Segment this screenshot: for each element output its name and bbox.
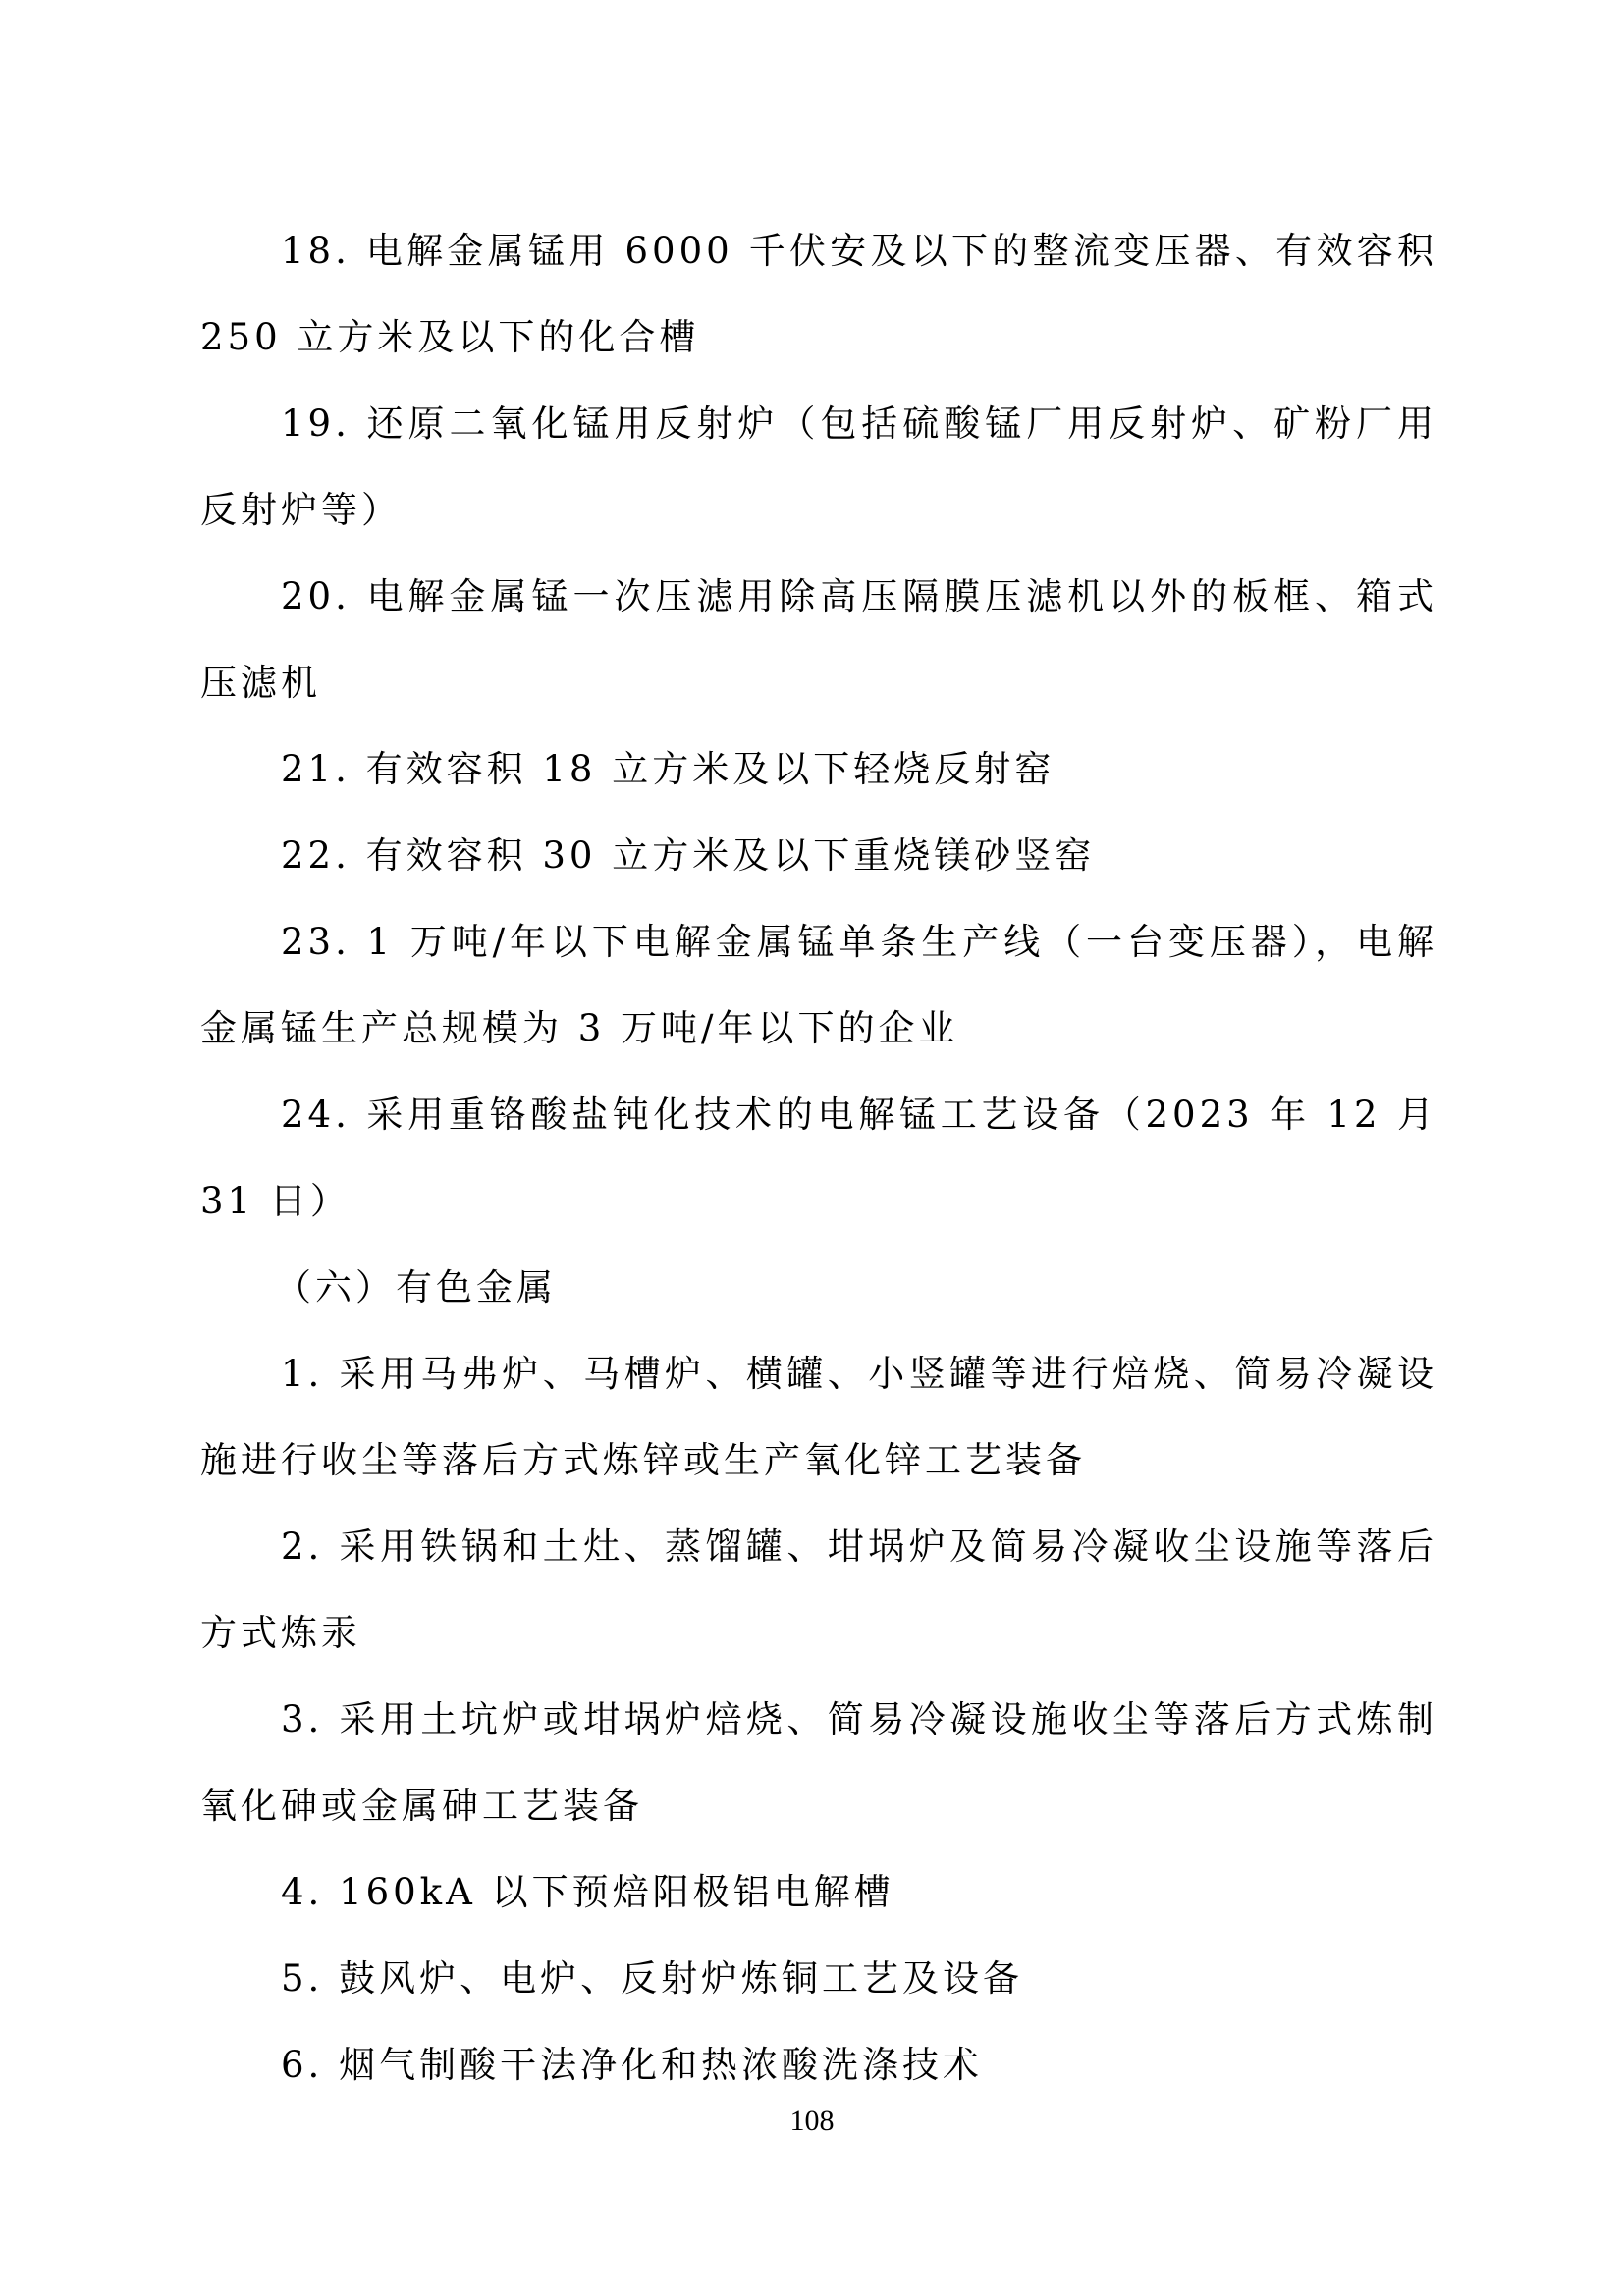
list-item-22: 22. 有效容积 30 立方米及以下重烧镁砂竖窑 [281,834,1096,877]
document-body [200,208,1437,2109]
page-number: 108 [789,2105,835,2137]
section-heading-nonferrous-metals: （六）有色金属 [275,1266,557,1308]
list-item-3: 3. 采用土坑炉或坩埚炉焙烧、简易冷凝设施收尘等落后方式炼制氧化砷或金属砷工艺装备 [200,1698,1437,1827]
list-item-18: 18. 电解金属锰用 6000 千伏安及以下的整流变压器、有效容积 250 立方米及以下的化合槽 [200,230,1437,358]
list-item-2: 2. 采用铁锅和土灶、蒸馏罐、坩埚炉及简易冷凝收尘设施等落后方式炼汞 [200,1525,1437,1654]
list-item-24: 24. 采用重铬酸盐钝化技术的电解锰工艺设备（2023 年 12 月 31 日） [200,1094,1437,1222]
list-item-4: 4. 160kA 以下预焙阳极铝电解槽 [281,1871,894,1913]
list-item-6: 6. 烟气制酸干法净化和热浓酸洗涤技术 [281,2044,984,2086]
list-item-20: 20. 电解金属锰一次压滤用除高压隔膜压滤机以外的板框、箱式压滤机 [200,575,1437,704]
list-item-21: 21. 有效容积 18 立方米及以下轻烧反射窑 [281,748,1056,790]
list-item-1: 1. 采用马弗炉、马槽炉、横罐、小竖罐等进行焙烧、简易冷凝设施进行收尘等落后方式炼锌或生产氧化锌工艺装备 [200,1353,1437,1481]
list-item-23: 23. 1 万吨/年以下电解金属锰单条生产线（一台变压器），电解金属锰生产总规模为 3 万吨/年以下的企业 [200,921,1437,1049]
list-item-19: 19. 还原二氧化锰用反射炉（包括硫酸锰厂用反射炉、矿粉厂用反射炉等） [200,402,1437,531]
list-item-5: 5. 鼓风炉、电炉、反射炉炼铜工艺及设备 [281,1957,1024,2000]
